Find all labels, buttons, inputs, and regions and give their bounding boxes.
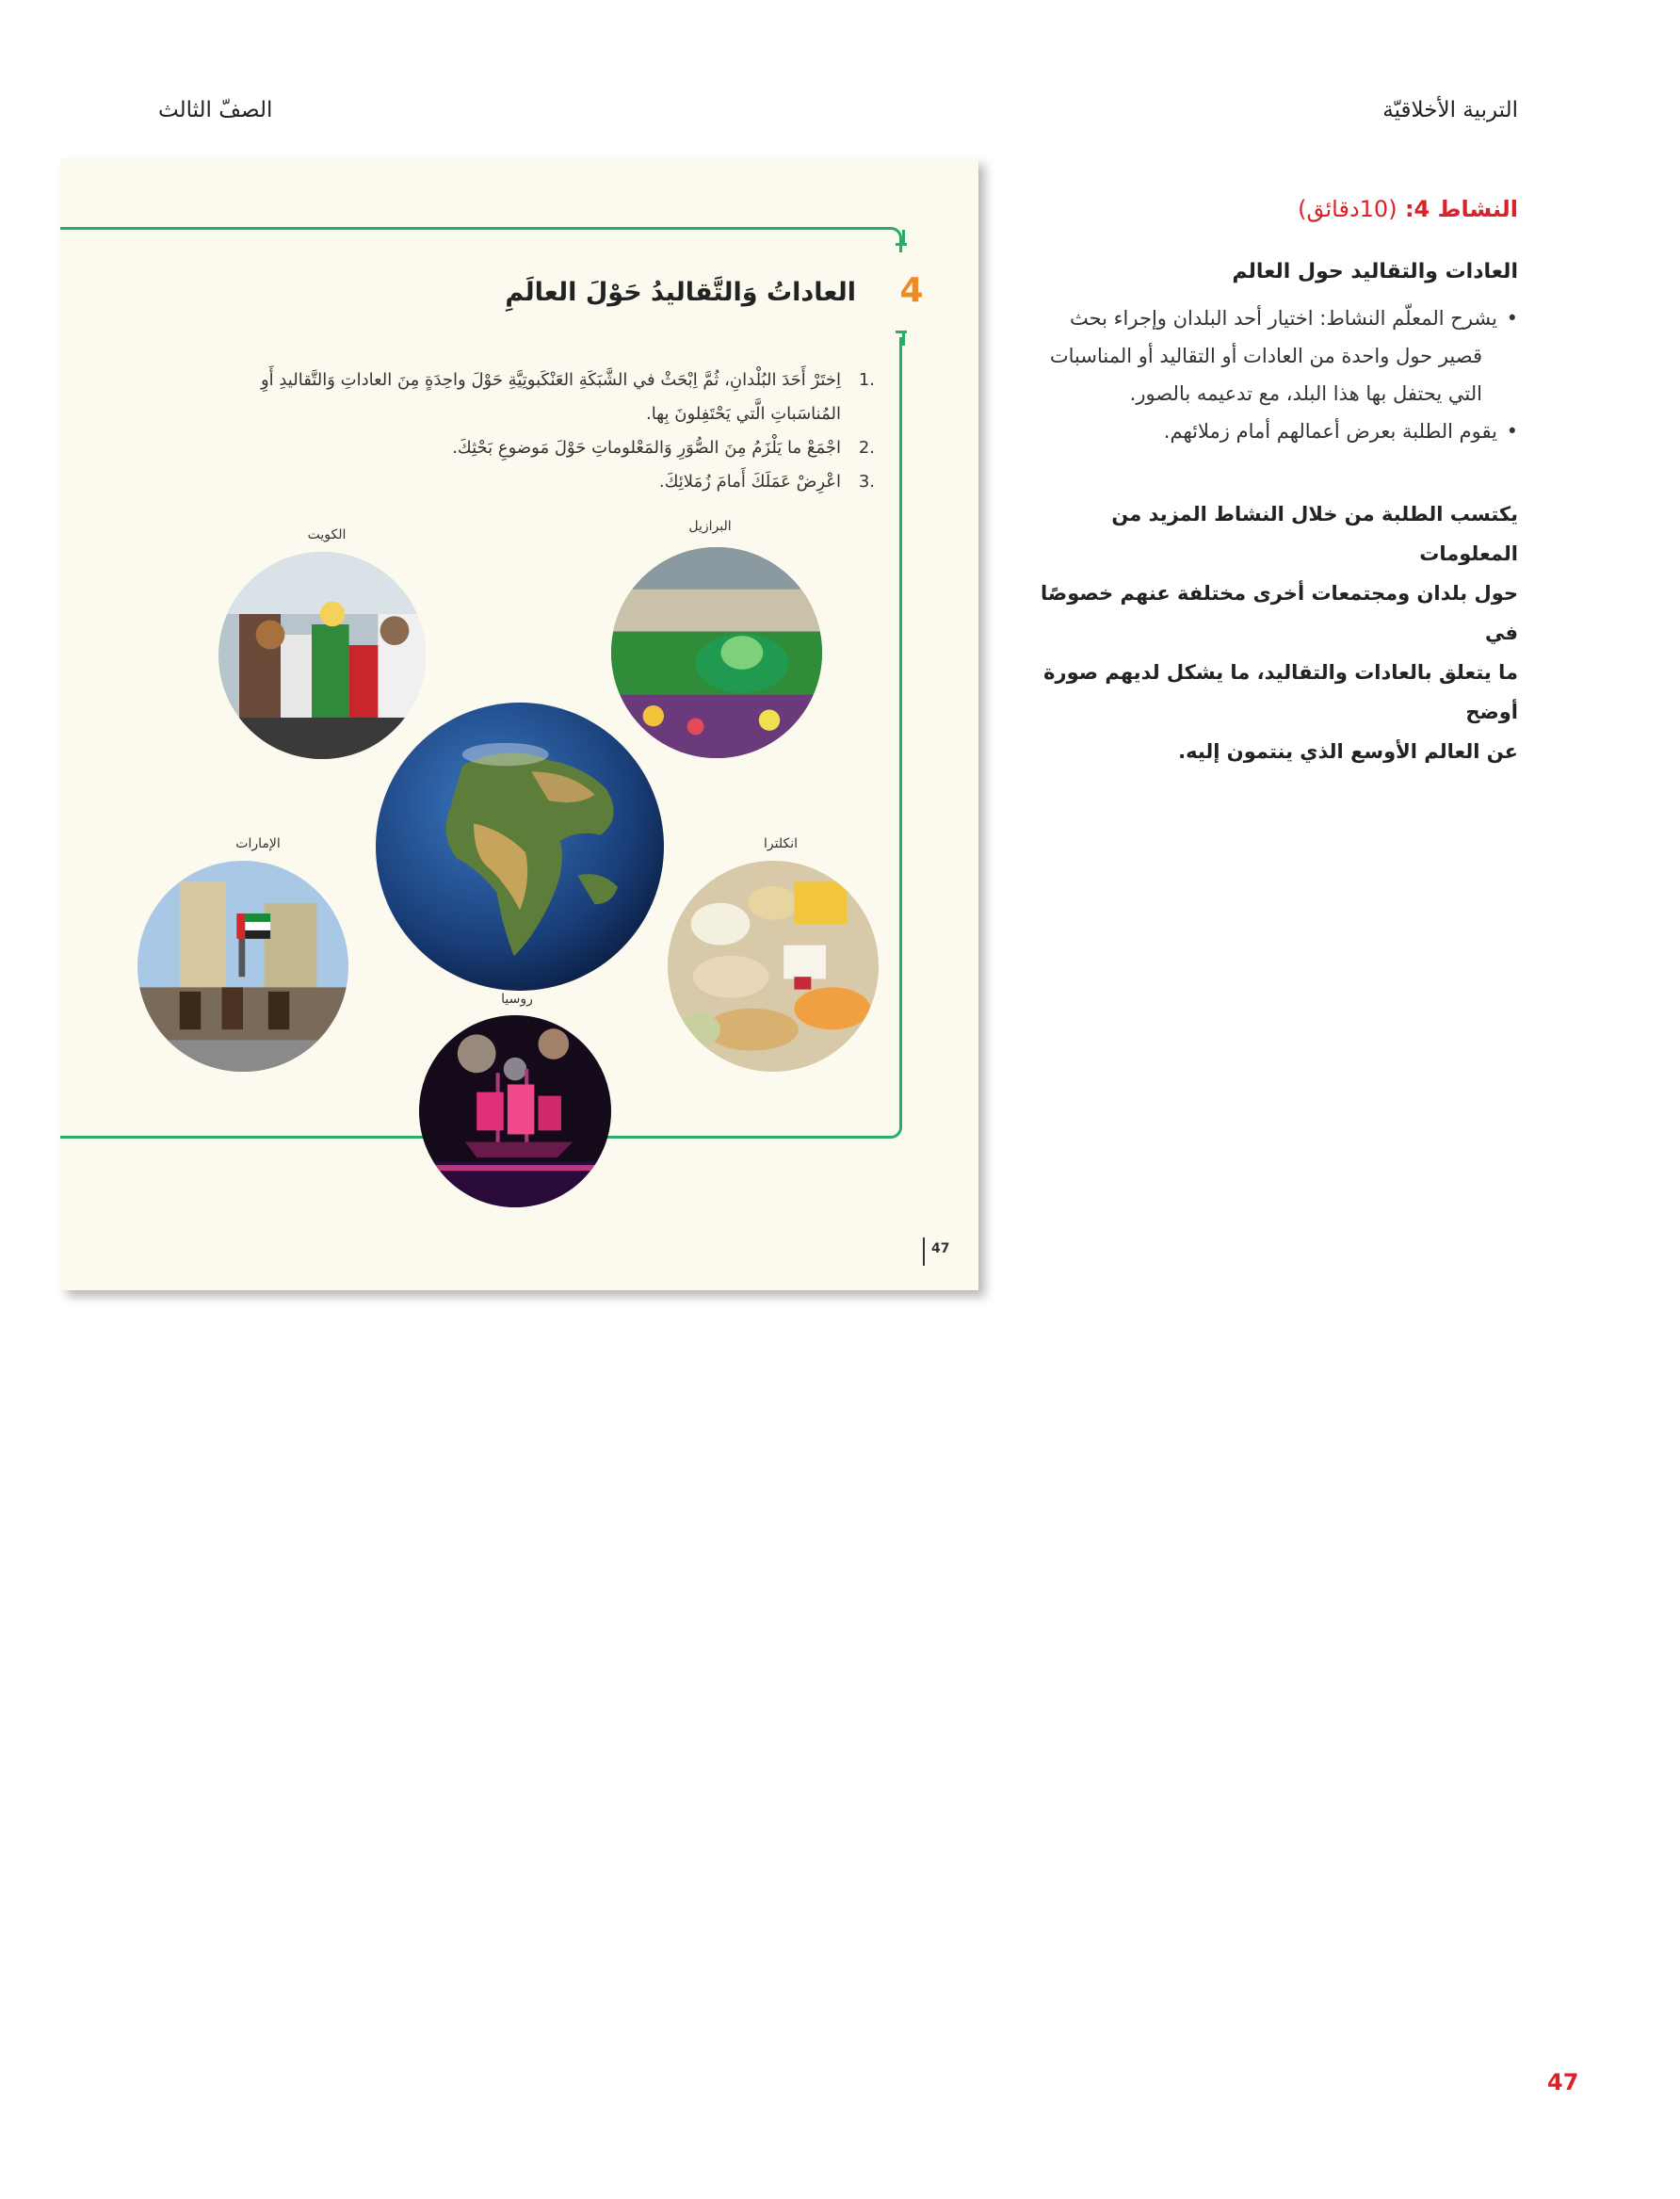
label-england: انكلترا — [764, 836, 798, 851]
book-activity-title: العاداتُ وَالتَّقاليدُ حَوْلَ العالَمِ — [505, 278, 856, 307]
brazil-photo — [611, 547, 822, 758]
bullet-item: • يشرح المعلّم النشاط: اختيار أحد البلدان وإجراء بحث — [1010, 299, 1518, 337]
label-russia: روسيا — [501, 992, 533, 1007]
book-page-number: 47 — [931, 1241, 950, 1256]
earth-globe-image — [376, 703, 664, 991]
kuwait-photo — [218, 552, 426, 759]
england-photo — [668, 861, 879, 1072]
guide-bullets — [1010, 299, 1518, 450]
bullet-continuation: التي يحتفل بها هذا البلد، مع تدعيمه بالصور. — [1129, 382, 1482, 405]
student-book-page — [60, 158, 978, 1290]
section-title: العادات والتقاليد حول العالم — [1232, 260, 1518, 283]
label-brazil: البرازيل — [688, 519, 732, 534]
learning-outcome: يكتسب الطلبة من خلال النشاط المزيد من المعلومات حول بلدان ومجتمعات أخرى مختلفة عنهم خصوصًا في ما يتعلق بالعادات والتقاليد، ما يشكل لديهم صورة أوضح عن العالم الأوسع الذي ينتمون إليه. — [1041, 503, 1518, 763]
book-step-3: .3 اعْرِضْ عَمَلَكَ أَمامَ زُمَلائِكَ. — [658, 472, 875, 492]
russia-photo — [419, 1015, 611, 1207]
activity-number: 4 — [899, 271, 924, 310]
header-subject: التربية الأخلاقيّة — [1382, 98, 1518, 122]
activity-heading: النشاط 4: (10دقائق) — [1298, 196, 1518, 222]
book-step-1: .1 اِختَرْ أَحَدَ البُلْدانِ، ثُمَّ اِبْحَثْ في الشَّبَكَةِ العَنْكَبوتِيَّةِ حَوْلَ واحِدَةٍ مِنَ العاداتِ وَالتَّقاليدِ أَوِ المُناسَباتِ الَّتي يَحْتَفِلونَ بِها. — [260, 370, 875, 424]
book-step-2: .2 اجْمَعْ ما يَلْزَمُ مِنَ الصُّوَرِ وَالمَعْلوماتِ حَوْلَ مَوضوعِ بَحْثِكَ. — [452, 438, 875, 458]
uae-photo — [137, 861, 348, 1072]
bullet-item: • يقوم الطلبة بعرض أعمالهم أمام زملائهم. — [1010, 412, 1518, 450]
header-grade: الصفّ الثالث — [158, 98, 273, 122]
book-steps-list — [197, 364, 875, 499]
page-number: 47 — [1547, 2069, 1579, 2095]
bullet-continuation: قصير حول واحدة من العادات أو التقاليد أو المناسبات — [1049, 345, 1482, 367]
label-uae: الإمارات — [235, 836, 281, 851]
label-kuwait: الكويت — [307, 527, 347, 542]
